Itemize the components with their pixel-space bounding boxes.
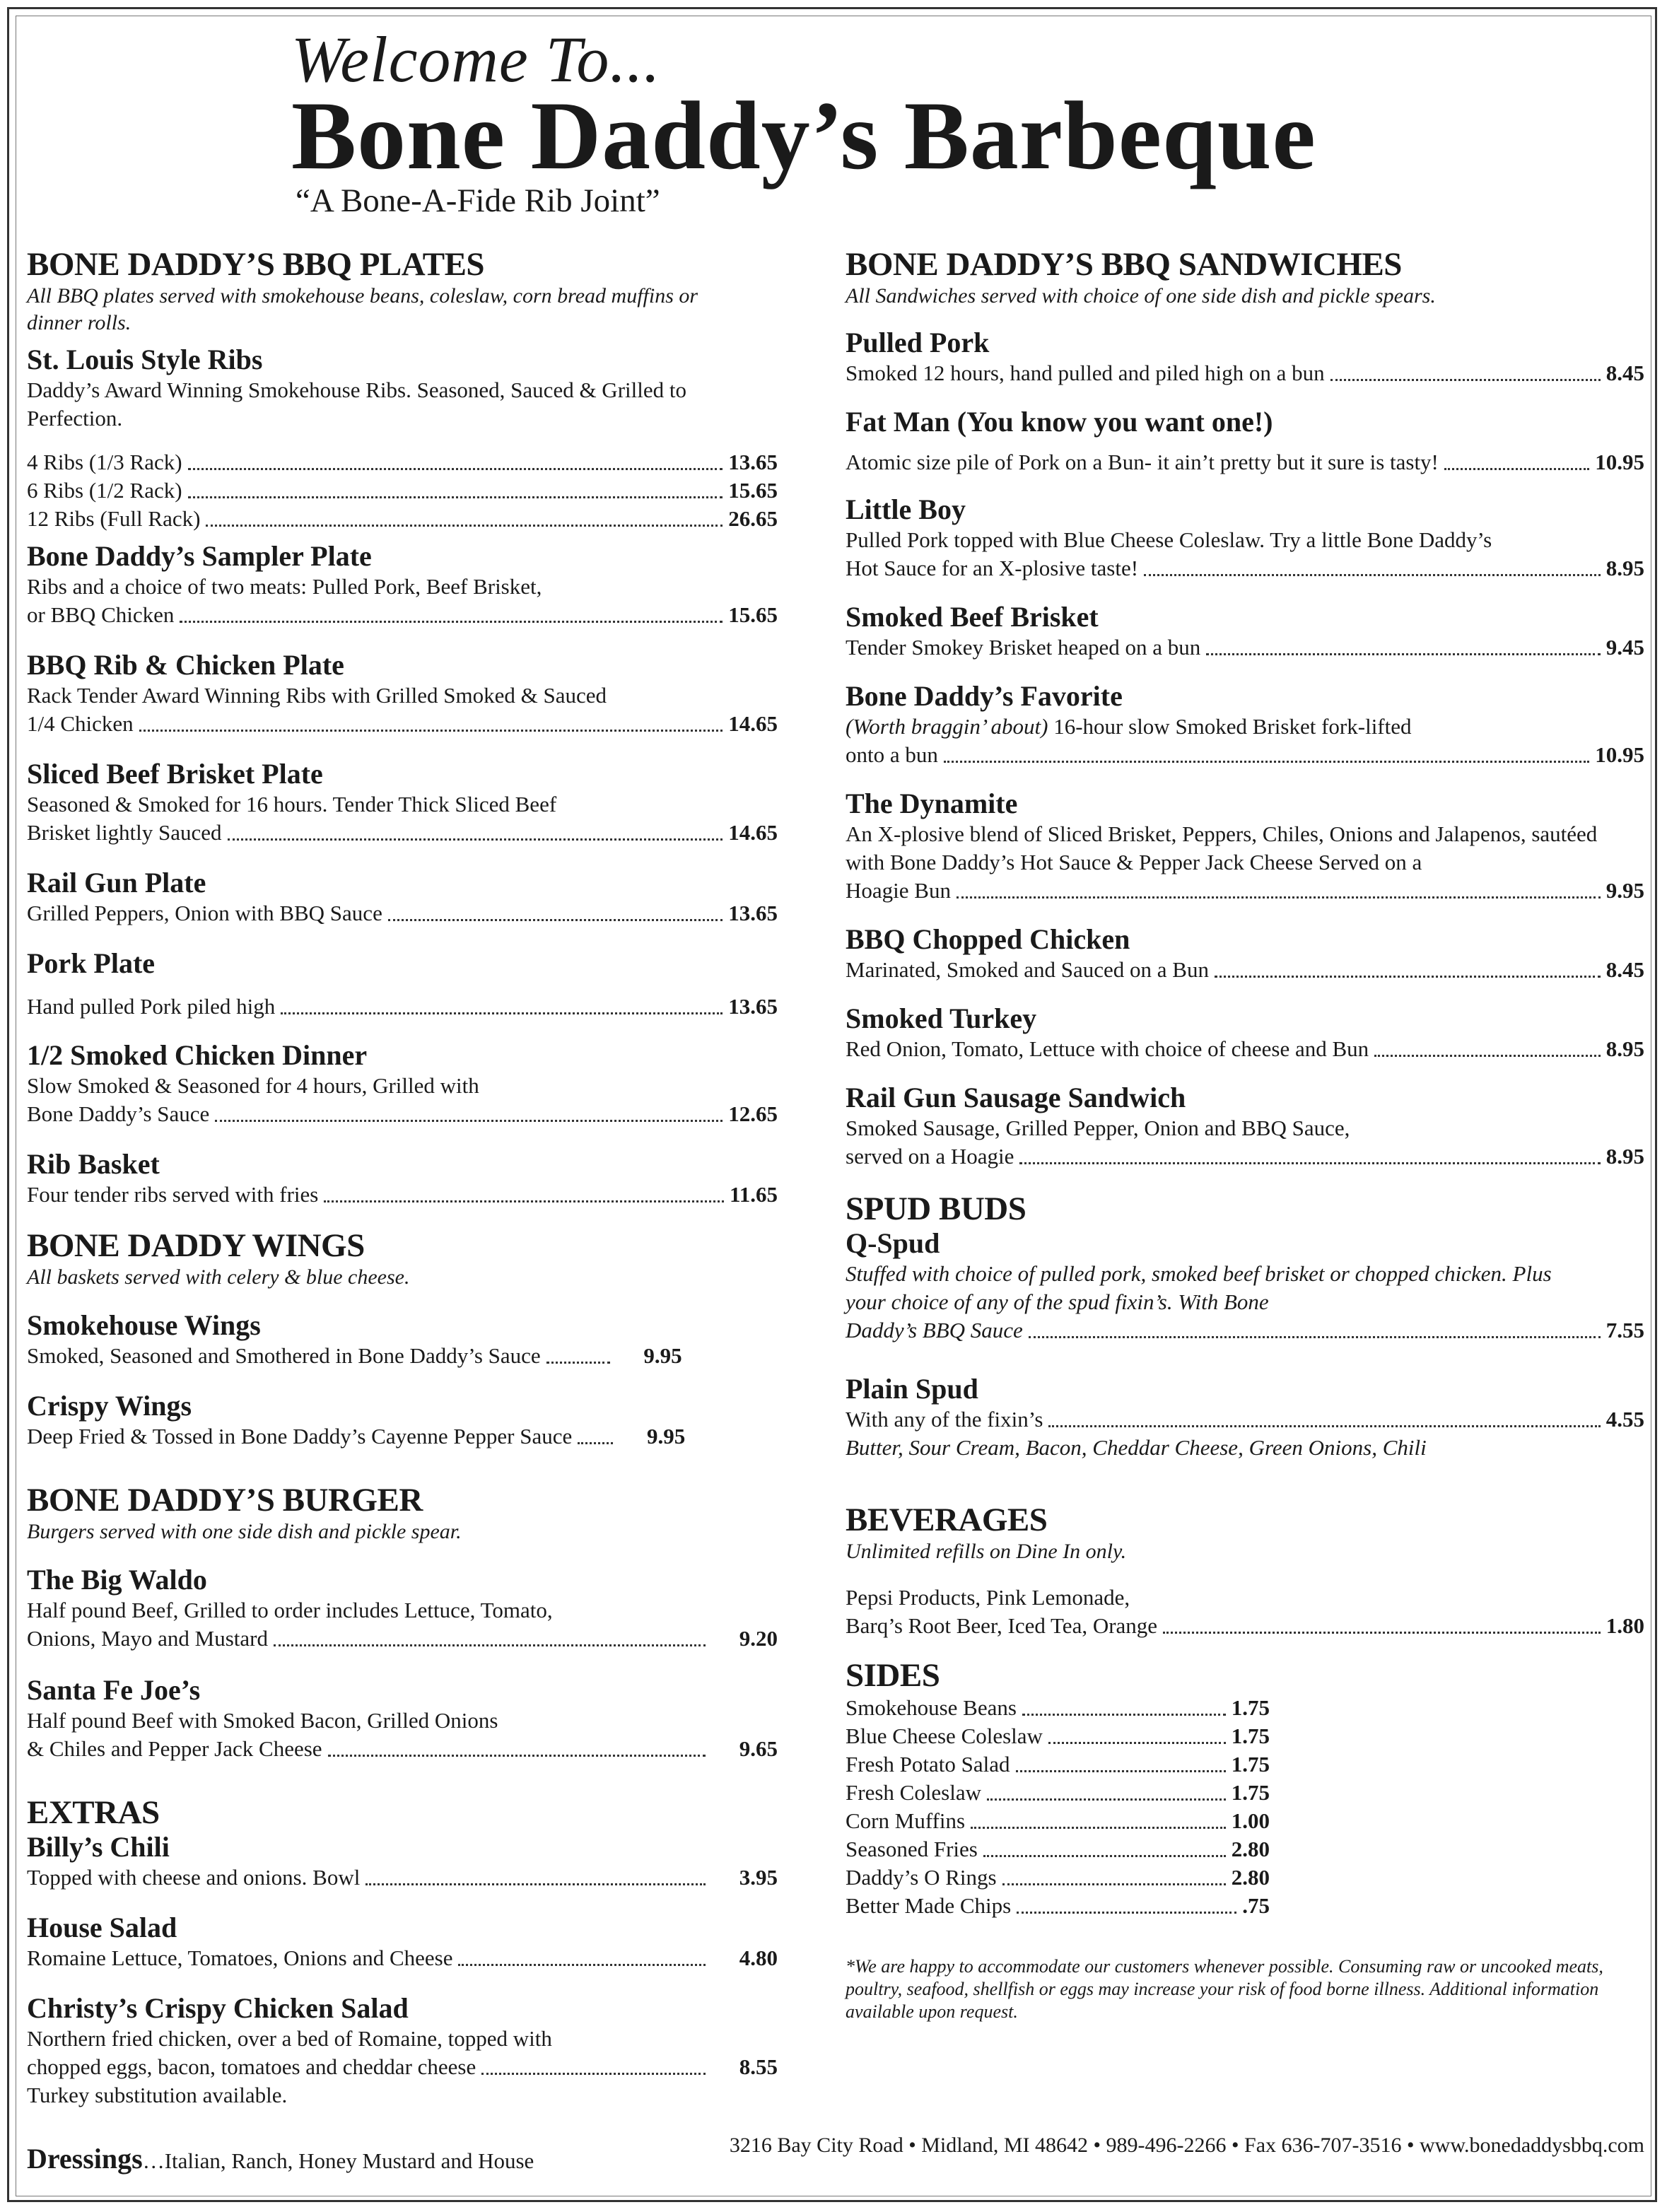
price-line: chopped eggs, bacon, tomatoes and cheddar cheese 8.55: [27, 2054, 778, 2079]
dressings-text: …Italian, Ranch, Honey Mustard and House: [142, 2148, 534, 2173]
item-name: BBQ Rib & Chicken Plate: [27, 649, 344, 681]
menu-item: [846, 788, 1644, 905]
extras-section: [27, 1794, 778, 2109]
price-line: Topped with cheese and onions. Bowl 3.95: [27, 1865, 778, 1890]
price-line: 6 Ribs (1/2 Rack) 15.65: [27, 478, 778, 503]
item-name: Little Boy: [846, 493, 966, 525]
price-line: Better Made Chips .75: [846, 1893, 1270, 1918]
price-line: Grilled Peppers, Onion with BBQ Sauce 13.65: [27, 901, 778, 925]
menu-item: [846, 680, 1644, 769]
item-name: St. Louis Style Ribs: [27, 344, 263, 375]
price-line: Hot Sauce for an X-plosive taste! 8.95: [846, 556, 1644, 580]
item-description: (Worth braggin’ about) 16-hour slow Smoked Brisket fork-lifted: [846, 714, 1412, 739]
item-name: Crispy Wings: [27, 1390, 192, 1422]
beverages-section: [846, 1502, 1644, 1640]
menu-item: [27, 758, 778, 847]
item-name: Smoked Turkey: [846, 1002, 1037, 1034]
item-name: Smoked Beef Brisket: [846, 601, 1099, 633]
menu-item: [27, 1674, 778, 1763]
menu-item: [27, 344, 778, 533]
item-description: Slow Smoked & Seasoned for 4 hours, Grilled with: [27, 1073, 479, 1098]
menu-item: [27, 540, 778, 629]
item-name: Pulled Pork: [846, 327, 990, 358]
item-name: The Dynamite: [846, 788, 1018, 819]
price-line: Deep Fried & Tossed in Bone Daddy’s Cayenne Pepper Sauce 9.95: [27, 1424, 686, 1449]
price-line: Bone Daddy’s Sauce 12.65: [27, 1101, 778, 1126]
item-name: The Big Waldo: [27, 1564, 207, 1596]
sides-section: [846, 1657, 1270, 1920]
price-line: Hoagie Bun 9.95: [846, 878, 1644, 903]
food-safety-disclaimer: *We are happy to accommodate our customers whenever possible. Consuming raw or uncooked meats, poultry, seafood, shellfish or eggs may increase your risk of food borne illness. Additional information available upon request.: [846, 1956, 1603, 2022]
menu-item: [846, 1227, 1644, 1345]
menu-item: [27, 1831, 778, 1892]
price-line: Smoked, Seasoned and Smothered in Bone Daddy’s Sauce 9.95: [27, 1343, 682, 1368]
menu-item: [846, 406, 1644, 476]
section-title: SIDES: [846, 1657, 940, 1694]
menu-item: [27, 1912, 778, 1972]
price-line: 1/4 Chicken 14.65: [27, 711, 778, 736]
price-line: Fresh Coleslaw 1.75: [846, 1780, 1270, 1805]
section-note: All Sandwiches served with choice of one side dish and pickle spears.: [846, 284, 1436, 308]
item-description: An X-plosive blend of Sliced Brisket, Peppers, Chiles, Onions and Jalapenos, sautéed with Bone Daddy’s Hot Sauce & Pepper Jack Cheese Served on a: [846, 821, 1598, 874]
spud-section: [846, 1190, 1644, 1462]
item-description: Pepsi Products, Pink Lemonade,: [846, 1585, 1130, 1610]
price-line: Hand pulled Pork piled high 13.65: [27, 994, 778, 1019]
item-note: Turkey substitution available.: [27, 2083, 288, 2107]
menu-item: [846, 1373, 1644, 1462]
section-note: All baskets served with celery & blue cheese.: [27, 1265, 410, 1289]
section-title: BONE DADDY’S BBQ PLATES: [27, 246, 485, 283]
price-line: Daddy’s BBQ Sauce 7.55: [846, 1318, 1644, 1342]
section-title: EXTRAS: [27, 1794, 160, 1831]
item-name: Sliced Beef Brisket Plate: [27, 758, 323, 790]
dressings-label: Dressings: [27, 2143, 143, 2175]
price-line: Romaine Lettuce, Tomatoes, Onions and Cheese 4.80: [27, 1945, 778, 1970]
burger-section: [27, 1482, 778, 1763]
section-title: BONE DADDY’S BURGER: [27, 1482, 423, 1518]
menu-item: [27, 1564, 778, 1653]
right-column: [846, 246, 1644, 2023]
item-note: Butter, Sour Cream, Bacon, Cheddar Cheese, Green Onions, Chili: [846, 1435, 1427, 1460]
menu-item: [27, 1309, 778, 1370]
menu-item: [27, 867, 778, 927]
price-line: Smokehouse Beans 1.75: [846, 1695, 1270, 1720]
price-line: Fresh Potato Salad 1.75: [846, 1752, 1270, 1777]
restaurant-name: Bone Daddy’s Barbeque: [291, 81, 1316, 189]
section-title: BONE DADDY’S BBQ SANDWICHES: [846, 246, 1402, 283]
welcome-text: Welcome To...: [291, 23, 661, 95]
item-description: Northern fried chicken, over a bed of Romaine, topped with: [27, 2026, 552, 2051]
price-line: & Chiles and Pepper Jack Cheese 9.65: [27, 1736, 778, 1761]
item-name: Bone Daddy’s Sampler Plate: [27, 540, 372, 572]
plates-section: [27, 246, 778, 1209]
item-name: Q-Spud: [846, 1227, 940, 1259]
item-name: Bone Daddy’s Favorite: [846, 680, 1123, 712]
item-description: Stuffed with choice of pulled pork, smoked beef brisket or chopped chicken. Plus your choice of any of the spud fixin’s. With Bone: [846, 1261, 1552, 1314]
price-line: Brisket lightly Sauced 14.65: [27, 820, 778, 845]
section-note: All BBQ plates served with smokehouse beans, coleslaw, corn bread muffins or dinner rolls.: [27, 284, 698, 334]
menu-item: [27, 947, 778, 1021]
item-name: Smokehouse Wings: [27, 1309, 261, 1341]
item-name: House Salad: [27, 1912, 177, 1943]
section-note: Burgers served with one side dish and pickle spear.: [27, 1520, 462, 1543]
price-line: Four tender ribs served with fries 11.65: [27, 1182, 778, 1207]
menu-item: [846, 493, 1644, 583]
item-name: BBQ Chopped Chicken: [846, 923, 1130, 955]
rib-sizes: [27, 448, 778, 533]
price-line: Blue Cheese Coleslaw 1.75: [846, 1724, 1270, 1748]
menu-item: [27, 1992, 778, 2109]
price-line: Red Onion, Tomato, Lettuce with choice of cheese and Bun 8.95: [846, 1036, 1644, 1061]
item-name: Pork Plate: [27, 947, 156, 979]
menu-item: [27, 1390, 778, 1451]
price-line: Seasoned Fries 2.80: [846, 1837, 1270, 1861]
item-name: Plain Spud: [846, 1373, 978, 1405]
sandwiches-section: [846, 246, 1644, 1171]
left-column: [27, 246, 778, 2109]
item-description: Ribs and a choice of two meats: Pulled Pork, Beef Brisket,: [27, 574, 542, 599]
price-line: 12 Ribs (Full Rack) 26.65: [27, 506, 778, 531]
menu-item: [846, 601, 1644, 662]
tagline: “A Bone-A-Fide Rib Joint”: [296, 182, 660, 219]
item-name: Billy’s Chili: [27, 1831, 170, 1863]
item-name: Fat Man (You know you want one!): [846, 406, 1273, 438]
price-line: Atomic size pile of Pork on a Bun- it ain’t pretty but it sure is tasty! 10.95: [846, 450, 1644, 474]
price-line: Corn Muffins 1.00: [846, 1808, 1270, 1833]
item-description: Half pound Beef, Grilled to order includes Lettuce, Tomato,: [27, 1598, 553, 1622]
footer-contact: 3216 Bay City Road • Midland, MI 48642 • 989-496-2266 • Fax 636-707-3516 • www.bonedaddysbbq.com: [729, 2134, 1644, 2157]
price-line: Tender Smokey Brisket heaped on a bun 9.45: [846, 635, 1644, 660]
item-description: Pulled Pork topped with Blue Cheese Coleslaw. Try a little Bone Daddy’s: [846, 527, 1492, 552]
wings-section: [27, 1227, 778, 1451]
price-line: With any of the fixin’s 4.55: [846, 1407, 1644, 1432]
menu-item: [27, 1039, 778, 1128]
item-name: 1/2 Smoked Chicken Dinner: [27, 1039, 368, 1071]
item-name: Rail Gun Plate: [27, 867, 206, 899]
item-name: Santa Fe Joe’s: [27, 1674, 201, 1706]
section-note: Unlimited refills on Dine In only.: [846, 1540, 1127, 1563]
item-description: Rack Tender Award Winning Ribs with Grilled Smoked & Sauced: [27, 683, 607, 708]
menu-item: [27, 1148, 778, 1209]
item-description: Half pound Beef with Smoked Bacon, Grilled Onions: [27, 1708, 498, 1733]
item-description: Smoked Sausage, Grilled Pepper, Onion and BBQ Sauce,: [846, 1116, 1350, 1140]
menu-item: [846, 327, 1644, 387]
price-line: Smoked 12 hours, hand pulled and piled high on a bun 8.45: [846, 361, 1644, 385]
item-description: Seasoned & Smoked for 16 hours. Tender Thick Sliced Beef: [27, 792, 557, 817]
menu-item: [846, 1002, 1644, 1063]
price-line: served on a Hoagie 8.95: [846, 1144, 1644, 1169]
menu-item: [846, 1082, 1644, 1171]
price-line: 4 Ribs (1/3 Rack) 13.65: [27, 450, 778, 474]
section-title: BONE DADDY WINGS: [27, 1227, 365, 1264]
price-line: Daddy’s O Rings 2.80: [846, 1865, 1270, 1890]
price-line: Marinated, Smoked and Sauced on a Bun 8.45: [846, 957, 1644, 982]
price-line: Barq’s Root Beer, Iced Tea, Orange 1.80: [846, 1613, 1644, 1638]
item-name: Rail Gun Sausage Sandwich: [846, 1082, 1186, 1113]
item-name: Christy’s Crispy Chicken Salad: [27, 1992, 409, 2024]
dressings-line: [27, 2142, 534, 2175]
price-line: or BBQ Chicken 15.65: [27, 602, 778, 627]
menu-header: [291, 25, 1564, 219]
menu-item: [27, 649, 778, 738]
section-title: BEVERAGES: [846, 1502, 1048, 1538]
menu-item: [846, 923, 1644, 984]
price-line: Onions, Mayo and Mustard 9.20: [27, 1626, 778, 1651]
price-line: onto a bun 10.95: [846, 742, 1644, 767]
item-name: Rib Basket: [27, 1148, 160, 1180]
section-title: SPUD BUDS: [846, 1190, 1026, 1227]
item-description: Daddy’s Award Winning Smokehouse Ribs. Seasoned, Sauced & Grilled to Perfection.: [27, 378, 686, 431]
